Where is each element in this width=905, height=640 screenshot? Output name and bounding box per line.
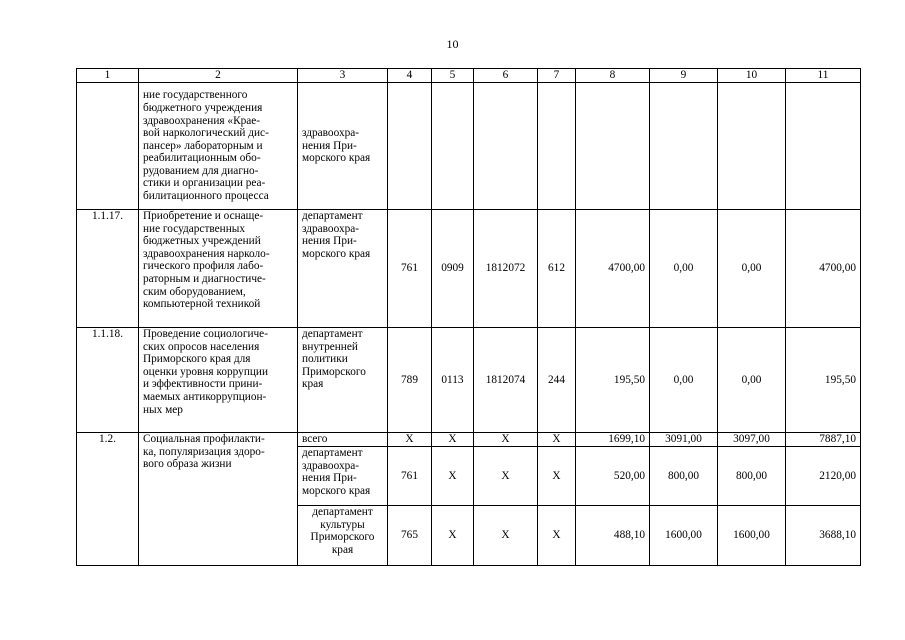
amount-col10: 0,00 <box>718 210 786 328</box>
executor <box>298 83 388 210</box>
table-row-1-1-17 <box>77 210 861 328</box>
activity-name <box>139 83 298 210</box>
executor <box>298 433 388 447</box>
executor-line: здравоохра- <box>302 222 360 235</box>
executor-line: морского края <box>302 152 371 165</box>
ministry-code: 761 <box>388 210 432 328</box>
section-code: 0909 <box>432 210 474 328</box>
name-line: и эффективности прини- <box>143 378 263 391</box>
amount-col11: 3688,10 <box>786 506 861 566</box>
amount-col8: 4700,00 <box>576 210 650 328</box>
amount-col10: 3097,00 <box>718 433 786 447</box>
table-row-1-1-18 <box>77 328 861 433</box>
name-line: ских опросов населения <box>143 340 260 353</box>
ministry-code: 761 <box>388 447 432 506</box>
page-number: 10 <box>446 37 459 51</box>
expense-type: 244 <box>538 328 576 433</box>
executor-line: департамент <box>302 328 363 340</box>
executor-line: политики <box>302 353 348 366</box>
amount-col8: 488,10 <box>576 506 650 566</box>
executor <box>298 328 388 433</box>
executor-line: края <box>302 378 324 391</box>
name-line: гического профиля лабо- <box>143 260 264 273</box>
name-line: раторным и диагностиче- <box>143 272 266 285</box>
expense-type: X <box>538 433 576 447</box>
executor <box>298 506 388 566</box>
amount-col9: 800,00 <box>650 447 718 506</box>
executor <box>298 210 388 328</box>
name-line: пансер» лабораторным и <box>143 139 263 152</box>
empty-cell <box>718 83 786 210</box>
header-cell: 4 <box>388 69 432 83</box>
executor-line: департамент <box>302 210 363 222</box>
header-cell: 8 <box>576 69 650 83</box>
executor-line: департамент <box>312 506 373 518</box>
row-number: 1.2. <box>77 433 139 566</box>
executor-line: морского края <box>302 484 371 497</box>
expense-type: 612 <box>538 210 576 328</box>
header-cell: 3 <box>298 69 388 83</box>
amount-col10: 800,00 <box>718 447 786 506</box>
executor-line: здравоохра- <box>302 459 360 472</box>
target-article: 1812074 <box>474 328 538 433</box>
amount-col10: 1600,00 <box>718 506 786 566</box>
name-line: вого образа жизни <box>143 458 232 471</box>
name-line: стики и организации реа- <box>143 177 266 190</box>
name-line: вой наркологический дис- <box>143 127 269 140</box>
table-row-continuation <box>77 83 861 210</box>
executor-line: нения При- <box>302 139 357 152</box>
target-article: X <box>474 447 538 506</box>
amount-col9: 1600,00 <box>650 506 718 566</box>
name-line: оценки уровня коррупции <box>143 365 268 378</box>
amount-col9: 3091,00 <box>650 433 718 447</box>
row-number: 1.1.17. <box>77 210 139 328</box>
executor-line: Приморского <box>310 531 375 544</box>
name-line: здравоохранения «Крае- <box>143 114 261 127</box>
amount-col9: 0,00 <box>650 210 718 328</box>
executor <box>298 447 388 506</box>
name-line: ние государственных <box>143 222 245 235</box>
section-code: X <box>432 506 474 566</box>
section-code: 0113 <box>432 328 474 433</box>
amount-col11: 2120,00 <box>786 447 861 506</box>
amount-col10: 0,00 <box>718 328 786 433</box>
activity-name <box>139 328 298 433</box>
name-line: Приобретение и оснаще- <box>143 210 264 222</box>
amount-col8: 520,00 <box>576 447 650 506</box>
empty-cell <box>538 83 576 210</box>
name-line: Приморского края для <box>143 353 251 366</box>
row-number: 1.1.18. <box>77 328 139 433</box>
table-row-1-2-total <box>77 433 861 447</box>
header-cell: 6 <box>474 69 538 83</box>
name-line: маемых антикоррупцион- <box>143 390 267 403</box>
target-article: 1812072 <box>474 210 538 328</box>
name-line: ка, популяризация здоро- <box>143 445 265 458</box>
expense-type: X <box>538 506 576 566</box>
header-cell: 9 <box>650 69 718 83</box>
empty-cell <box>650 83 718 210</box>
executor-line: края <box>331 543 354 556</box>
target-article: X <box>474 433 538 447</box>
header-cell: 10 <box>718 69 786 83</box>
name-line: бюджетных учреждений <box>143 235 261 248</box>
header-cell: 2 <box>139 69 298 83</box>
ministry-code: 765 <box>388 506 432 566</box>
amount-col11: 7887,10 <box>786 433 861 447</box>
executor-line: внутренней <box>302 340 358 353</box>
name-line: здравоохранения нарколо- <box>143 247 270 260</box>
empty-cell <box>388 83 432 210</box>
name-line: ским оборудованием, <box>143 285 246 298</box>
ministry-code: X <box>388 433 432 447</box>
amount-col11: 195,50 <box>786 328 861 433</box>
name-line: рудованием для диагно- <box>143 164 259 177</box>
header-cell: 1 <box>77 69 139 83</box>
header-row <box>77 69 861 83</box>
name-line: реабилитационным обо- <box>143 152 261 165</box>
name-line: бюджетного учреждения <box>143 101 263 114</box>
activity-name <box>139 210 298 328</box>
name-line: ние государственного <box>143 89 248 102</box>
activity-name <box>139 433 298 566</box>
name-line: ных мер <box>143 403 183 416</box>
amount-col9: 0,00 <box>650 328 718 433</box>
empty-cell <box>474 83 538 210</box>
empty-cell <box>432 83 474 210</box>
empty-cell <box>786 83 861 210</box>
executor-line: здравоохра- <box>302 127 360 140</box>
amount-col11: 4700,00 <box>786 210 861 328</box>
executor-line: Приморского <box>302 365 366 378</box>
target-article: X <box>474 506 538 566</box>
section-code: X <box>432 447 474 506</box>
name-line: Социальная профилакти- <box>143 433 265 445</box>
section-code: X <box>432 433 474 447</box>
expense-type: X <box>538 447 576 506</box>
amount-col8: 195,50 <box>576 328 650 433</box>
name-line: билитационного процесса <box>143 190 269 203</box>
name-line: компьютерной техникой <box>143 298 261 311</box>
amount-col8: 1699,10 <box>576 433 650 447</box>
executor-line: всего <box>302 433 328 446</box>
executor-line: нения При- <box>302 472 357 485</box>
header-cell: 11 <box>786 69 861 83</box>
program-table <box>76 68 861 566</box>
ministry-code: 789 <box>388 328 432 433</box>
executor-line: морского края <box>302 247 371 260</box>
executor-line: культуры <box>320 518 365 531</box>
header-cell: 5 <box>432 69 474 83</box>
name-line: Проведение социологиче- <box>143 328 268 340</box>
executor-line: нения При- <box>302 235 357 248</box>
row-number <box>77 83 139 210</box>
executor-line: департамент <box>302 447 363 459</box>
empty-cell <box>576 83 650 210</box>
header-cell: 7 <box>538 69 576 83</box>
